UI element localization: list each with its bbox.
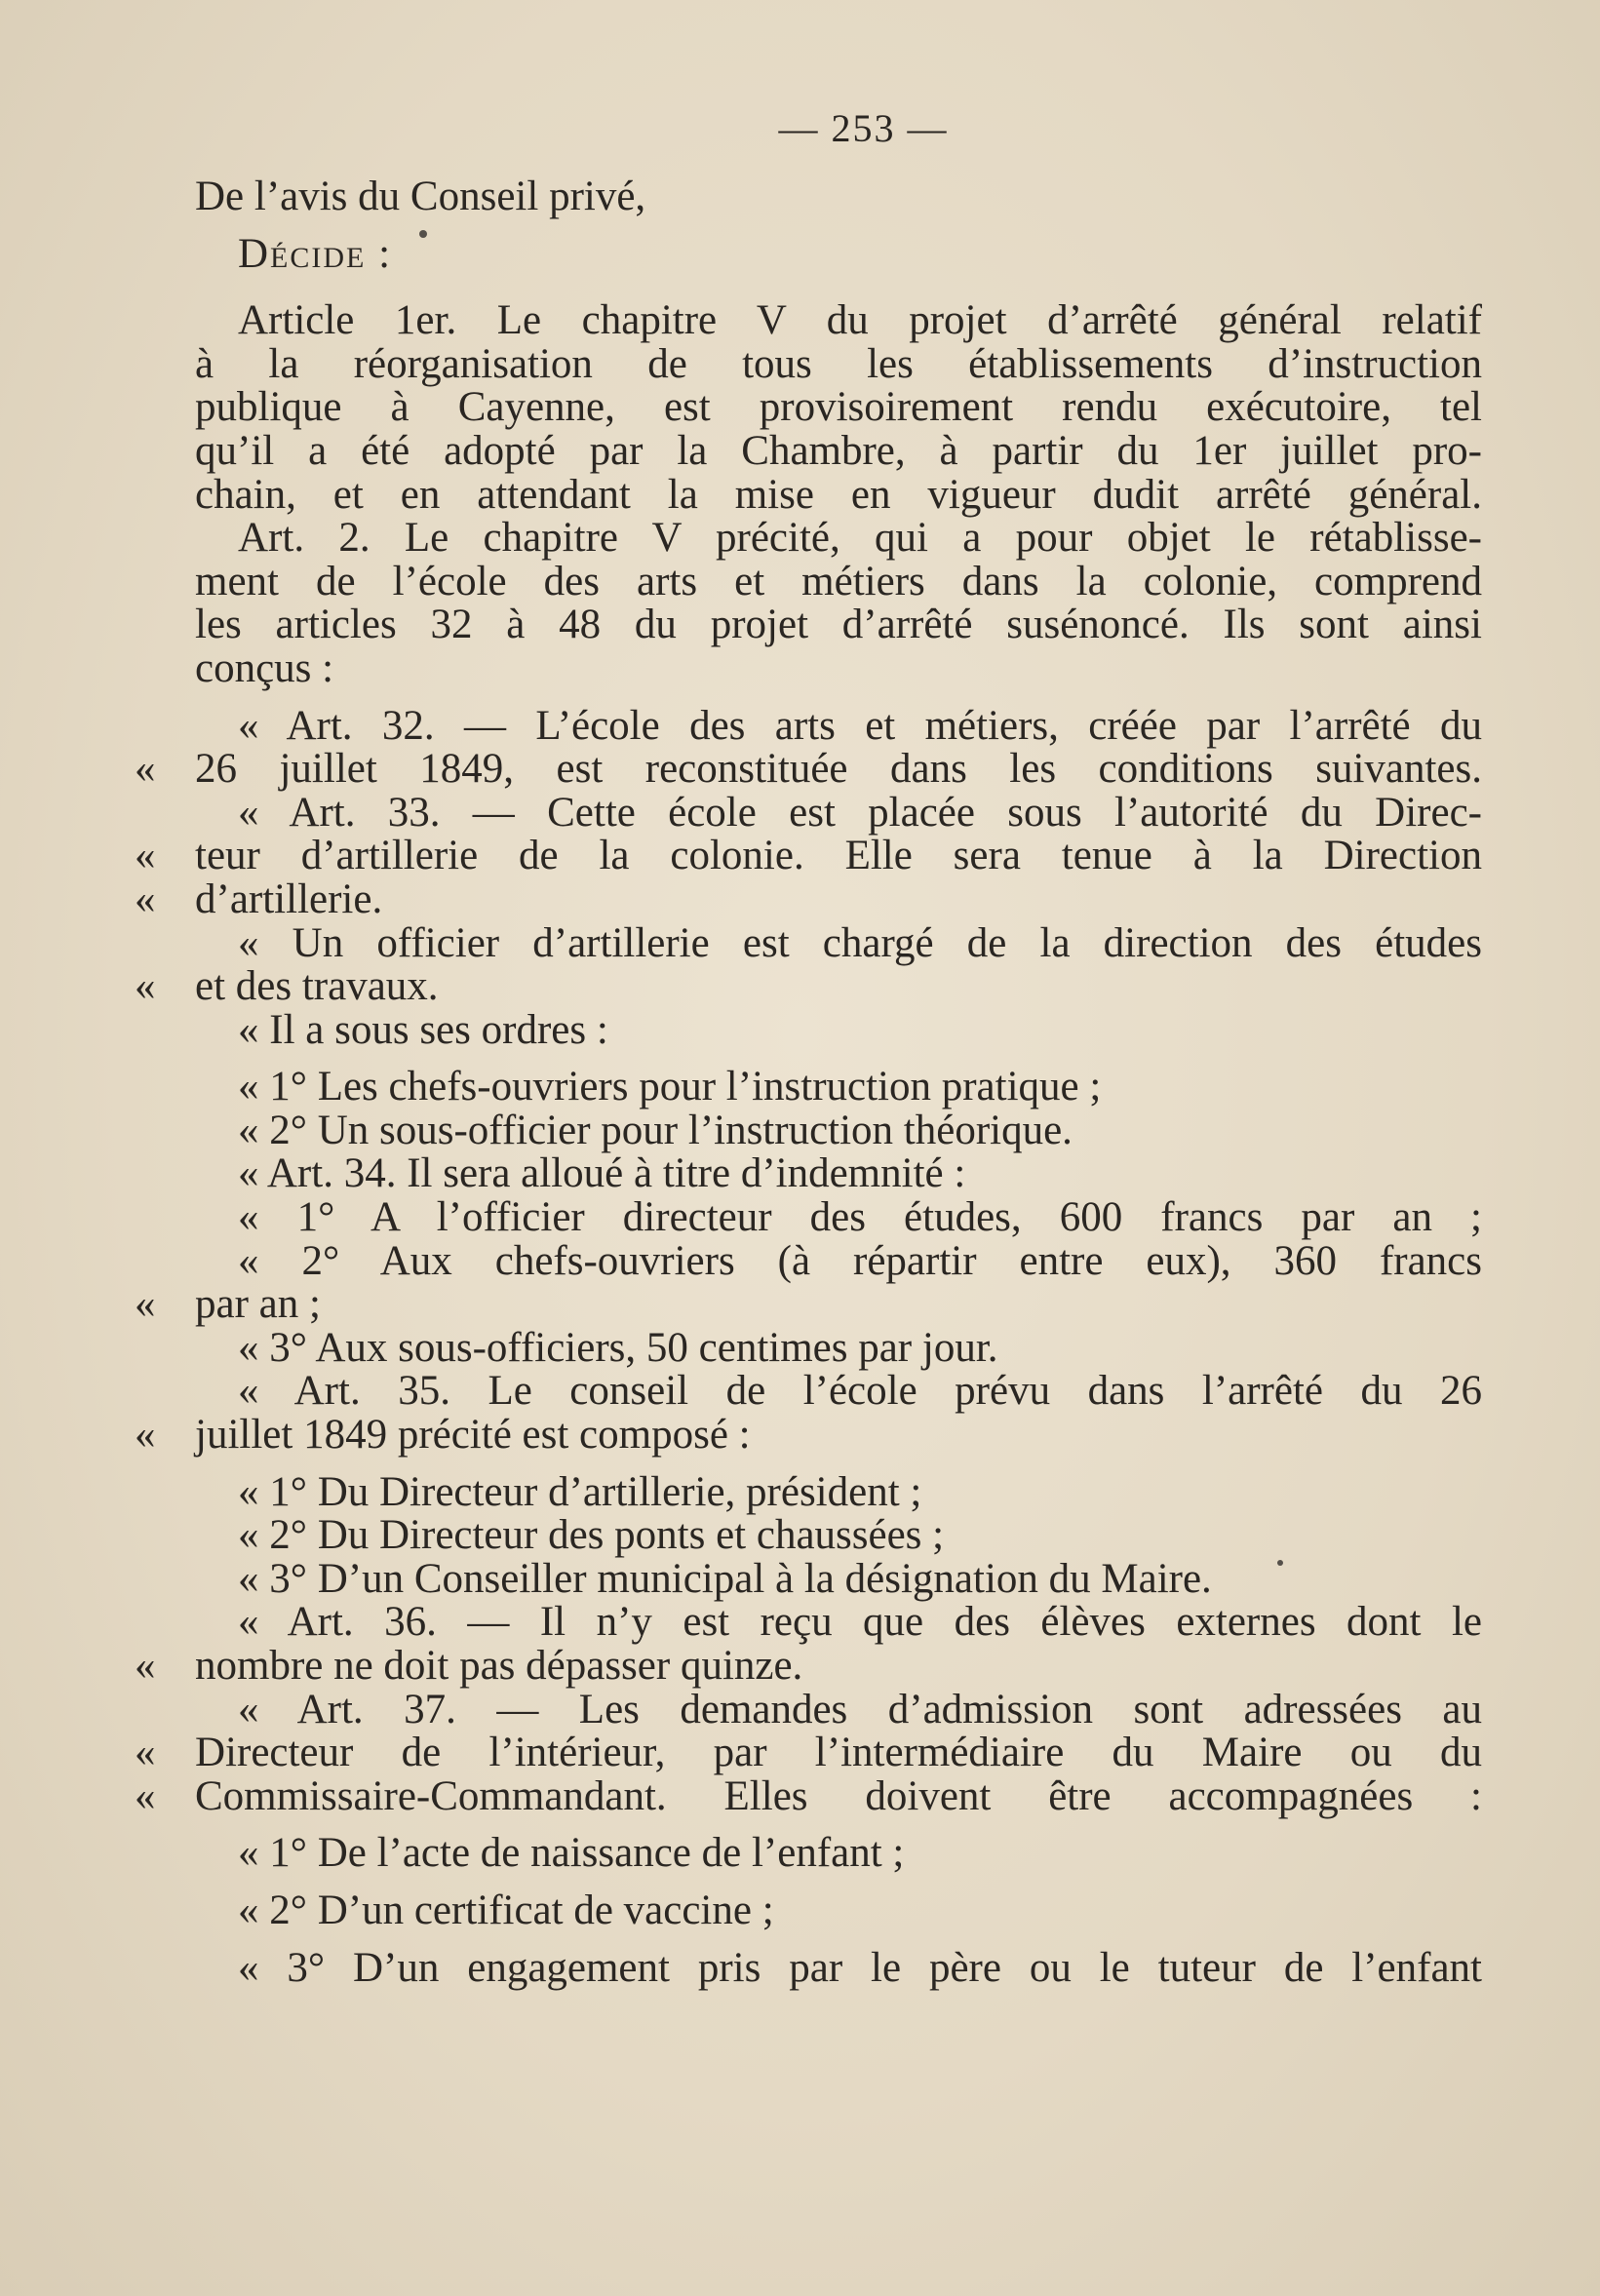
text-line: « 3° D’un Conseiller municipal à la désignation du Maire. bbox=[238, 1555, 1212, 1602]
text-line: « 1° Du Directeur d’artillerie, président ; bbox=[238, 1468, 922, 1515]
text-line: « Il a sous ses ordres : bbox=[238, 1006, 608, 1053]
margin-quote: « bbox=[135, 963, 156, 1010]
text-line: « Art. 35. Le conseil de l’école prévu dans l’arrêté du 26 bbox=[238, 1368, 1482, 1415]
text-line: Art. 2. Le chapitre V précité, qui a pour objet le rétablisse- bbox=[238, 515, 1482, 562]
text-line: « Directeur de l’intérieur, par l’intermédiaire du Maire ou du bbox=[135, 1730, 1482, 1776]
text-line: « Art. 33. — Cette école est placée sous l’autorité du Direc- bbox=[238, 789, 1482, 836]
text-line: les articles 32 à 48 du projet d’arrêté susénoncé. Ils sont ainsi bbox=[195, 602, 1482, 648]
text-line: « Commissaire-Commandant. Elles doivent être accompagnées : bbox=[135, 1772, 1482, 1819]
margin-quote: « bbox=[135, 746, 156, 793]
text-line: ment de l’école des arts et métiers dans la colonie, comprend bbox=[195, 558, 1482, 604]
margin-quote: « bbox=[135, 1643, 156, 1689]
text-line: « 1° De l’acte de naissance de l’enfant ; bbox=[238, 1830, 905, 1877]
text-line: « 26 juillet 1849, est reconstituée dans les conditions suivantes. bbox=[135, 746, 1482, 793]
text-line: « 2° Du Directeur des ponts et chaussées ; bbox=[238, 1512, 945, 1559]
margin-quote: « bbox=[135, 876, 156, 922]
ink-speck bbox=[1277, 1560, 1283, 1566]
text-line: « Art. 34. Il sera alloué à titre d’indemnité : bbox=[238, 1150, 966, 1197]
text-line: chain, et en attendant la mise en vigueur dudit arrêté général. bbox=[195, 471, 1482, 518]
text-line: « juillet 1849 précité est composé : bbox=[135, 1412, 751, 1459]
text-line: « et des travaux. bbox=[135, 963, 439, 1010]
text-line: conçus : bbox=[195, 644, 334, 691]
text-line: Décide : bbox=[238, 230, 393, 277]
text-line: publique à Cayenne, est provisoirement rendu exécutoire, tel bbox=[195, 384, 1482, 431]
margin-quote: « bbox=[135, 1772, 156, 1819]
margin-quote: « bbox=[135, 1281, 156, 1328]
text-line: « 3° Aux sous-officiers, 50 centimes par jour. bbox=[238, 1324, 998, 1371]
text-line: « 2° D’un certificat de vaccine ; bbox=[238, 1887, 774, 1933]
text-line: « 1° Les chefs-ouvriers pour l’instruction pratique ; bbox=[238, 1064, 1102, 1110]
text-line: à la réorganisation de tous les établissements d’instruction bbox=[195, 340, 1482, 387]
margin-quote: « bbox=[135, 1730, 156, 1776]
ink-speck bbox=[419, 230, 427, 238]
text-line: « Art. 36. — Il n’y est reçu que des élèves externes dont le bbox=[238, 1599, 1482, 1646]
text-line: « 3° D’un engagement pris par le père ou le tuteur de l’enfant bbox=[238, 1944, 1482, 1991]
text-line: « Un officier d’artillerie est chargé de la direction des études bbox=[238, 919, 1482, 966]
text-line: « d’artillerie. bbox=[135, 876, 383, 922]
text-line: Article 1er. Le chapitre V du projet d’arrêté général relatif bbox=[238, 297, 1482, 344]
text-line: De l’avis du Conseil privé, bbox=[195, 174, 646, 219]
text-line: « par an ; bbox=[135, 1281, 321, 1328]
text-line: « Art. 32. — L’école des arts et métiers, créée par l’arrêté du bbox=[238, 702, 1482, 749]
text-line: « nombre ne doit pas dépasser quinze. bbox=[135, 1643, 803, 1689]
text-line: « 2° Un sous-officier pour l’instruction théorique. bbox=[238, 1107, 1073, 1153]
text-line: « Art. 37. — Les demandes d’admission sont adressées au bbox=[238, 1686, 1482, 1732]
text-line: « teur d’artillerie de la colonie. Elle sera tenue à la Direction bbox=[135, 833, 1482, 879]
text-line: « 1° A l’officier directeur des études, 600 francs par an ; bbox=[238, 1194, 1482, 1241]
margin-quote: « bbox=[135, 1412, 156, 1459]
margin-quote: « bbox=[135, 833, 156, 879]
document-body bbox=[135, 174, 1482, 1991]
text-line: qu’il a été adopté par la Chambre, à partir du 1er juillet pro- bbox=[195, 427, 1482, 474]
page-number: — 253 — bbox=[778, 106, 949, 150]
text-line: « 2° Aux chefs-ouvriers (à répartir entre eux), 360 francs bbox=[238, 1237, 1482, 1284]
